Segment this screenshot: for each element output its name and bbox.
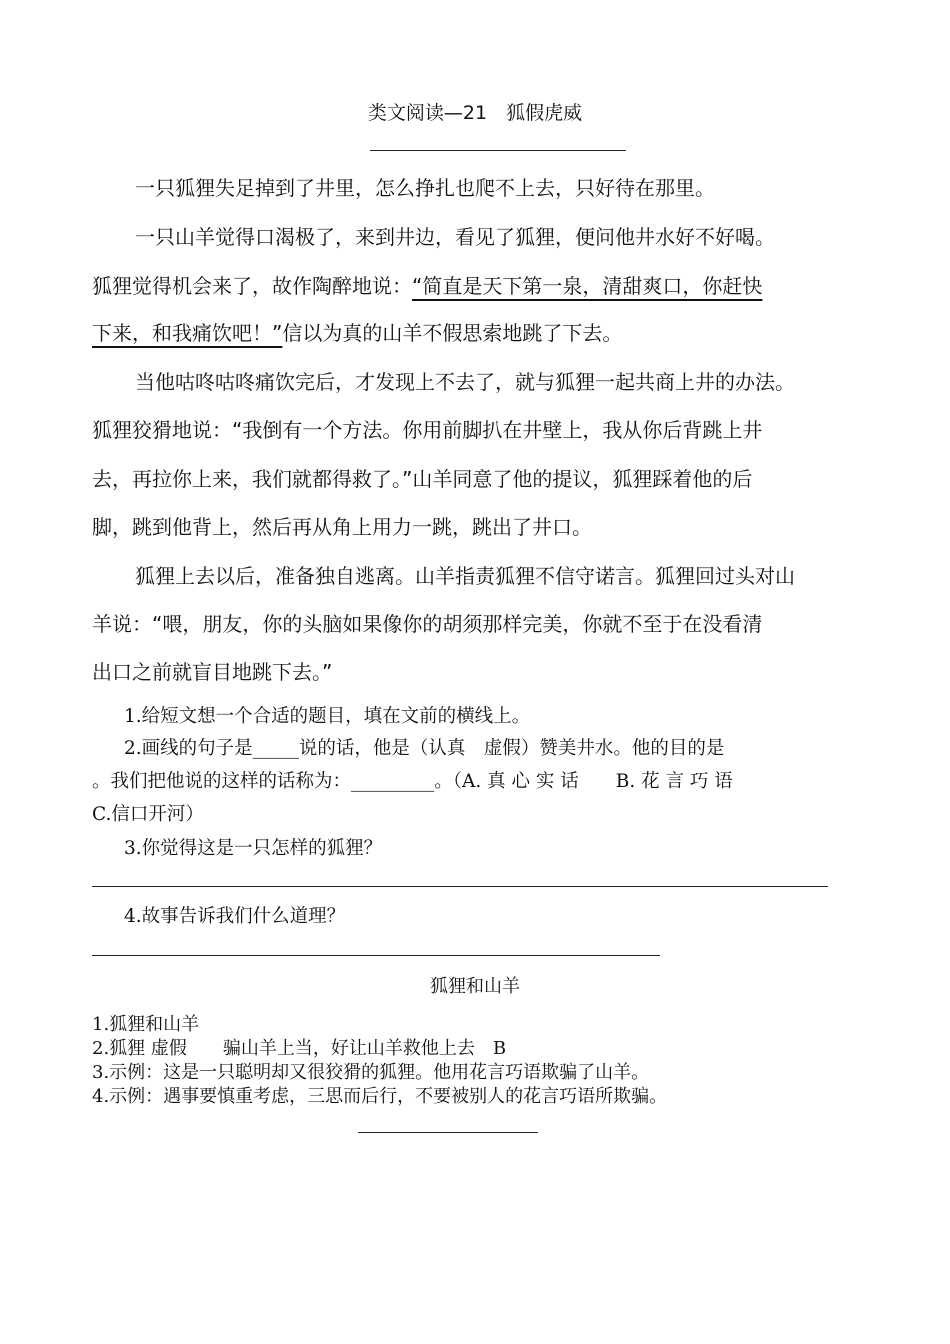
question-4: 4.故事告诉我们什么道理？ <box>124 906 346 927</box>
story-paragraph-3-line-1: 当他咕咚咕咚痛饮完后，才发现上不去了，就与狐狸一起共商上井的办法。 <box>135 370 795 394</box>
story-paragraph-4-line-3: 出口之前就盲目地跳下去。” <box>92 660 333 684</box>
underlined-sentence: 下来，和我痛饮吧！” <box>92 321 283 345</box>
page-title: 类文阅读—21 狐假虎威 <box>367 102 583 124</box>
story-paragraph-2-line-3 <box>92 317 622 346</box>
story-paragraph-3-line-4: 脚，跳到他背上，然后再从角上用力一跳，跳出了井口。 <box>92 515 592 539</box>
answer-4: 4.示例：遇事要慎重考虑，三思而后行，不要被别人的花言巧语所欺骗。 <box>92 1086 668 1107</box>
question-2-line-3: C.信口开河） <box>92 804 204 825</box>
story-text: 信以为真的山羊不假思索地跳了下去。 <box>282 321 623 345</box>
footer-divider <box>358 1132 538 1133</box>
story-paragraph-3-line-3: 去，再拉你上来，我们就都得救了。”山羊同意了他的提议，狐狸踩着他的后 <box>92 467 753 491</box>
answer-1: 1.狐狸和山羊 <box>92 1014 200 1035</box>
question-3: 3.你觉得这是一只怎样的狐狸？ <box>124 838 383 859</box>
question-1: 1.给短文想一个合适的题目，填在文前的横线上。 <box>124 706 531 727</box>
story-paragraph-2-line-2 <box>92 270 762 299</box>
answer-heading: 狐狸和山羊 <box>430 976 520 997</box>
story-paragraph-2-line-1: 一只山羊觉得口渴极了，来到井边，看见了狐狸，便问他井水好不好喝。 <box>135 225 775 249</box>
answer-line-4 <box>92 955 660 956</box>
answer-3: 3.示例：这是一只聪明却又很狡猾的狐狸。他用花言巧语欺骗了山羊。 <box>92 1062 650 1083</box>
question-2-line-1: 2.画线的句子是_____说的话，他是（认真 虚假）赞美井水。他的目的是 <box>124 738 725 759</box>
answer-2: 2.狐狸 虚假 骗山羊上当，好让山羊救他上去 B <box>92 1038 507 1059</box>
story-text: 狐狸觉得机会来了，故作陶醉地说： <box>92 274 412 298</box>
story-paragraph-4-line-1: 狐狸上去以后，准备独自逃离。山羊指责狐狸不信守诺言。狐狸回过头对山 <box>135 564 795 588</box>
answer-line-3 <box>92 886 828 887</box>
story-paragraph-3-line-2: 狐狸狡猾地说：“我倒有一个方法。你用前脚扒在井壁上，我从你后背跳上井 <box>92 418 763 442</box>
title-blank-line <box>370 150 626 151</box>
underlined-sentence: “简直是天下第一泉，清甜爽口，你赶快 <box>412 274 763 298</box>
story-paragraph-4-line-2: 羊说：“喂，朋友，你的头脑如果像你的胡须那样完美，你就不至于在没看清 <box>92 612 763 636</box>
story-paragraph-1: 一只狐狸失足掉到了井里，怎么挣扎也爬不上去，只好待在那里。 <box>135 176 715 200</box>
question-2-line-2: 。我们把他说的这样的话称为：_________。（A. 真 心 实 话 B. 花 言 巧 语 <box>92 771 733 792</box>
